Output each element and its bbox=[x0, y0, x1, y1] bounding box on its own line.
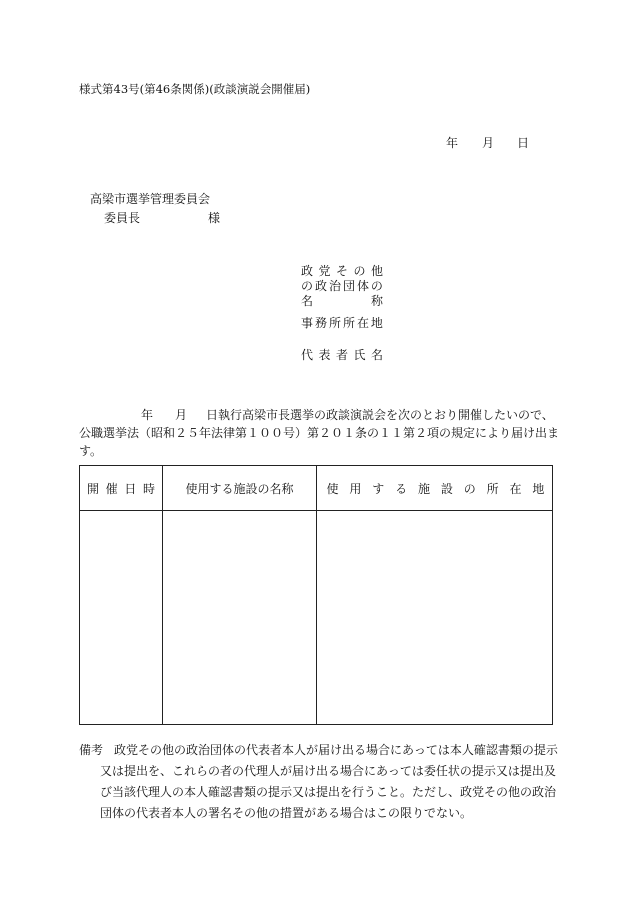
label-char: 在 bbox=[509, 481, 522, 496]
label-char: の bbox=[353, 264, 366, 278]
label-char: 党 bbox=[318, 264, 331, 278]
label-char: 体 bbox=[356, 279, 369, 293]
addressee-honorific: 様 bbox=[208, 211, 221, 225]
label-char: 施 bbox=[418, 481, 431, 496]
note-text-line: 又は提出を、これらの者の代理人が届け出る場合にあっては委任状の提示又は提出及 bbox=[100, 764, 556, 778]
note-text-line: 団体の代表者本人の署名その他の措置がある場合はこの限りでない。 bbox=[100, 806, 473, 820]
note-label: 備考 bbox=[79, 743, 104, 757]
label-char: 所 bbox=[342, 316, 355, 330]
label-char: 所 bbox=[486, 481, 499, 496]
facility-address-input-cell[interactable] bbox=[317, 511, 554, 724]
label-char: 代 bbox=[301, 348, 314, 362]
label-char: 日 bbox=[124, 481, 137, 496]
label-char: 地 bbox=[370, 316, 383, 330]
label-char: す bbox=[372, 481, 385, 496]
table-header-address bbox=[317, 466, 554, 510]
body-text-line1: 日執行高梁市長選挙の政談演説会を次のとおり開催したいので、 bbox=[206, 408, 554, 422]
body-text-line3: す。 bbox=[79, 444, 103, 458]
table-header-address-text bbox=[327, 480, 545, 497]
body-text-line2: 公職選挙法（昭和２５年法律第１００号）第２０１条の１１第２項の規定により届け出ま bbox=[79, 426, 560, 440]
label-char: 事 bbox=[301, 316, 314, 330]
date-day-label: 日 bbox=[517, 136, 530, 150]
label-char: 団 bbox=[342, 279, 355, 293]
date-year-label: 年 bbox=[446, 136, 459, 150]
applicant-office-label bbox=[301, 317, 383, 329]
label-char: 表 bbox=[318, 348, 331, 362]
applicant-name-label-line1 bbox=[301, 265, 383, 277]
applicant-name-label-line2 bbox=[301, 280, 383, 292]
label-char: 用 bbox=[349, 481, 362, 496]
addressee-title: 委員長 bbox=[104, 211, 141, 225]
label-char: る bbox=[395, 481, 408, 496]
label-char: の bbox=[301, 279, 314, 293]
label-char: 設 bbox=[440, 481, 453, 496]
body-month-label: 月 bbox=[175, 408, 188, 422]
body-year-label: 年 bbox=[141, 408, 154, 422]
label-char: 他 bbox=[370, 264, 383, 278]
table-header-datetime-text bbox=[87, 480, 155, 497]
label-char: 氏 bbox=[353, 348, 366, 362]
label-char: 地 bbox=[532, 481, 545, 496]
label-char: そ bbox=[335, 264, 348, 278]
label-char: 務 bbox=[314, 316, 327, 330]
applicant-name-label-line3 bbox=[301, 295, 383, 307]
label-char: 開 bbox=[87, 481, 100, 496]
label-char: 政 bbox=[301, 264, 314, 278]
label-char: 催 bbox=[105, 481, 118, 496]
facility-name-input-cell[interactable] bbox=[163, 511, 316, 724]
label-char: 時 bbox=[142, 481, 155, 496]
label-char: 名 bbox=[301, 294, 314, 308]
label-char: 使 bbox=[326, 481, 339, 496]
label-char: の bbox=[463, 481, 476, 496]
applicant-representative-label bbox=[301, 349, 383, 361]
label-char: 在 bbox=[356, 316, 369, 330]
addressee-organization: 高梁市選挙管理委員会 bbox=[90, 192, 211, 206]
label-char: 治 bbox=[328, 279, 341, 293]
label-char: 政 bbox=[314, 279, 327, 293]
label-char: の bbox=[370, 279, 383, 293]
schedule-table bbox=[79, 465, 553, 725]
date-month-label: 月 bbox=[482, 136, 495, 150]
table-header-datetime bbox=[80, 466, 162, 510]
note-text-line: 政党その他の政治団体の代表者本人が届け出る場合にあっては本人確認書類の提示 bbox=[114, 743, 558, 757]
table-header-facility: 使用する施設の名称 bbox=[185, 481, 294, 496]
note-text-line: び当該代理人の本人確認書類の提示又は提出を行うこと。ただし、政党その他の政治 bbox=[100, 785, 557, 799]
label-char: 名 bbox=[370, 348, 383, 362]
label-char: 称 bbox=[370, 294, 383, 308]
form-title: 様式第43号(第46条関係)(政談演説会開催届) bbox=[79, 82, 311, 96]
label-char: 者 bbox=[335, 348, 348, 362]
datetime-input-cell[interactable] bbox=[80, 511, 162, 724]
label-char: 所 bbox=[328, 316, 341, 330]
